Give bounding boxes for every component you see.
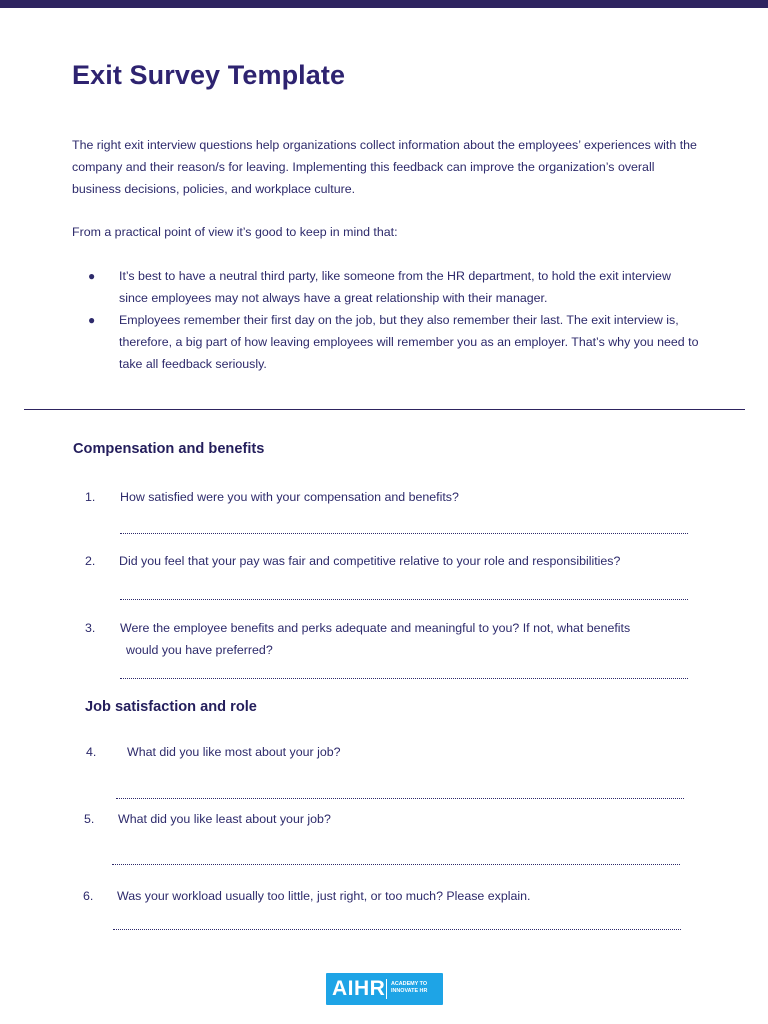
question-text-continued: would you have preferred? <box>126 643 273 657</box>
bullet-item <box>72 309 702 375</box>
practical-note: From a practical point of view it’s good to keep in mind that: <box>72 225 398 239</box>
aihr-logo <box>326 973 443 1005</box>
answer-line-2[interactable] <box>120 599 688 600</box>
answer-line-4[interactable] <box>116 798 684 799</box>
bullet-text: It’s best to have a neutral third party, like someone from the HR department, to hold the exit interview since employees may not always have a great relationship with their manager. <box>119 269 671 305</box>
question-number: 5. <box>84 812 95 826</box>
answer-line-5[interactable] <box>112 864 680 865</box>
bullet-text: Employees remember their first day on the job, but they also remember their last. The exit interview is, therefore, a big part of how leaving employees will remember you as an employer. That’s why you need to take all feedback seriously. <box>119 313 699 371</box>
answer-line-6[interactable] <box>113 929 681 930</box>
question-text: What did you like most about your job? <box>127 745 341 759</box>
section-heading-compensation: Compensation and benefits <box>73 441 265 457</box>
question-number: 6. <box>83 889 94 903</box>
bullet-icon: ● <box>88 313 96 327</box>
answer-line-1[interactable] <box>120 533 688 534</box>
page-title: Exit Survey Template <box>72 60 346 90</box>
intro-paragraph: The right exit interview questions help organizations collect information about the employees’ experiences with the company and their reason/s for leaving. Implementing this feedback can improve the organization’s overall business decisions, policies, and workplace culture. <box>72 138 697 196</box>
question-text: What did you like least about your job? <box>118 812 331 826</box>
question-text: Was your workload usually too little, just right, or too much? Please explain. <box>117 889 531 903</box>
section-heading-job-satisfaction: Job satisfaction and role <box>85 699 257 715</box>
bullet-icon: ● <box>88 269 96 283</box>
logo-tagline: ACADEMY TO INNOVATE HR <box>391 981 428 994</box>
section-divider <box>24 409 745 410</box>
question-number: 4. <box>86 745 97 759</box>
question-number: 1. <box>85 490 96 504</box>
top-accent-bar <box>0 0 768 8</box>
answer-line-3[interactable] <box>120 678 688 679</box>
logo-separator <box>386 979 387 999</box>
question-text: Were the employee benefits and perks adequate and meaningful to you? If not, what benefits <box>120 621 631 635</box>
logo-wordmark: AIHR <box>332 977 386 1000</box>
question-number: 3. <box>85 621 96 635</box>
question-text: How satisfied were you with your compensation and benefits? <box>120 490 459 504</box>
bullet-item <box>72 265 702 309</box>
question-number: 2. <box>85 554 96 568</box>
question-text: Did you feel that your pay was fair and competitive relative to your role and responsibilities? <box>119 554 621 568</box>
